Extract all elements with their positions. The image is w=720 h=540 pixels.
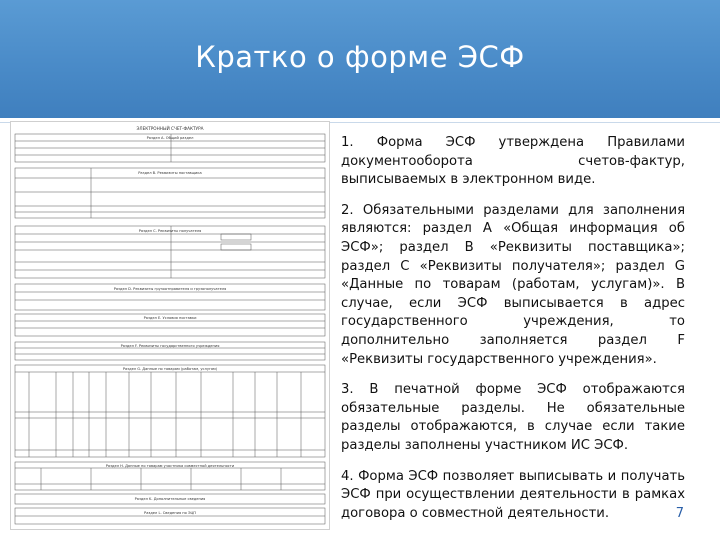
esf-form-thumbnail <box>10 121 330 530</box>
form-section-a: Раздел А. Общий раздел <box>146 136 194 140</box>
paragraph-2: 2. Обязательными разделами для заполнения являются: раздел А «Общая информация об ЭСФ»; раздел В «Реквизиты поставщика»; раздел С «Реквизиты получателя»; раздел G «Данные по товарам (работам, услугам)». В случае, если ЭСФ выписывается в адрес государственного учреждения, то дополнительно заполняется раздел F «Реквизиты государственного учреждения». <box>341 202 685 367</box>
form-section-h: Раздел H. Данные по товарам участника совместной деятельности <box>105 464 235 468</box>
form-section-c: Раздел С. Реквизиты получателя <box>138 229 202 233</box>
form-section-e: Раздел E. Условия поставки <box>143 316 197 320</box>
form-section-g: Раздел G. Данные по товарам (работам, услугам) <box>122 367 218 371</box>
paragraph-4: 4. Форма ЭСФ позволяет выписывать и получать ЭСФ при осуществлении деятельности в рамках договора о совместной деятельности. <box>341 468 685 521</box>
form-section-d: Раздел D. Реквизиты грузоотправителя и грузополучателя <box>113 287 227 291</box>
form-section-k: Раздел K. Дополнительные сведения <box>134 497 206 501</box>
form-section-b: Раздел В. Реквизиты поставщика <box>138 171 202 175</box>
paragraph-3: 3. В печатной форме ЭСФ отображаются обязательные разделы. Не обязательные разделы отображаются, в случае если такие разделы заполнены участником ИС ЭСФ. <box>341 382 685 453</box>
page-number: 7 <box>675 506 684 521</box>
form-section-l: Раздел L. Сведения по ЭЦП <box>144 511 196 515</box>
form-header-line: ЭЛЕКТРОННЫЙ СЧЕТ-ФАКТУРА <box>136 126 204 131</box>
paragraph-1: 1. Форма ЭСФ утверждена Правилами документооборота счетов-фактур, выписываемых в электронном виде. <box>341 135 685 188</box>
description-text <box>341 134 685 535</box>
slide-title: Кратко о форме ЭСФ <box>195 40 525 74</box>
form-section-f: Раздел F. Реквизиты государственного учреждения <box>120 344 220 348</box>
slide-header <box>0 0 720 122</box>
